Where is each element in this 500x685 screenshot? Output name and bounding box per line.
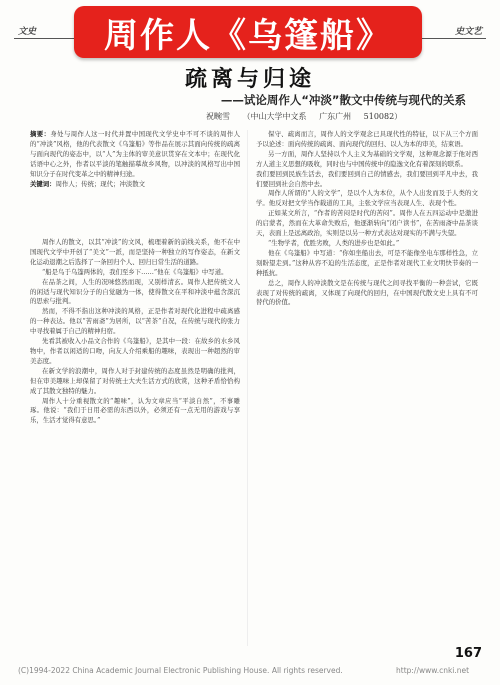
right-quote: 我们要回到民族生活去，我们要回到自己的情感去，我们要回到平凡中去，我们要回到社会自然中去。 — [256, 169, 478, 188]
abstract-block — [30, 130, 240, 230]
keywords-paragraph — [30, 180, 240, 190]
journal-header-left: 文史 — [18, 27, 37, 37]
right-column — [256, 130, 478, 646]
title-banner — [74, 6, 422, 58]
footer — [14, 664, 486, 678]
left-paragraph: 在品茶之间，人生的况味悠然而现，又别样清玄。周作人把传统文人的闲适与现代知识分子的自觉融为一体，使得散文在平和冲淡中蕴含深沉的思索与批判。 — [30, 277, 240, 306]
author-line — [206, 111, 412, 122]
author-affiliation: （中山大学中文系 — [242, 112, 307, 121]
author-city: 广东广州 — [319, 112, 352, 121]
author-postcode: 510082） — [363, 112, 403, 121]
abstract-paragraph — [30, 130, 240, 180]
abstract-text: 身处与周作人这一时代并置中国现代文学史中不可不谈的周作人的“冲淡”风格，他的代表散文《乌篷船》等作品在展示其面向传统的疏离与面向现代的姿态中，以“人”为主体的审美意识贯穿在文本中；在现代化话语中心之外，作者以平淡的笔触描摹故乡风物，以冲淡的风格写出中国知识分子在时代变革之中的精神归途。 — [30, 130, 240, 178]
column-divider — [247, 130, 248, 646]
right-quote: “生物学者，优胜劣败，人类的进步也是如此。” — [268, 238, 400, 247]
right-paragraph: 他在《乌篷船》中写道：“你如坐船出去，可是不能像坐电车那样性急，立刻盼望走到。”这种从容不迫的生活态度，正是作者对现代工业文明快节奏的一种抵抗。 — [256, 248, 478, 277]
site-link[interactable]: http://www.cnki.net — [396, 666, 470, 675]
left-paragraph: 周作人十分重视散文的“趣味”，认为文章应当“平淡自然”，不事雕琢。他说：“我们于日用必需的东西以外，必须还有一点无用的游戏与享乐，生活才觉得有意思。” — [30, 396, 240, 425]
journal-header-right: 史文艺 — [454, 27, 482, 37]
right-paragraph: 总之，周作人的冲淡散文是在传统与现代之间寻找平衡的一种尝试，它既表现了对传统的疏离，又体现了向现代的回归，在中国现代散文史上具有不可替代的价值。 — [256, 278, 478, 307]
abstract-label: 摘要： — [30, 130, 51, 138]
left-paragraph: 在新文学的浪潮中，周作人对于封建传统的态度虽然是明确的批判，但在审美趣味上却保留了对传统士大夫生活方式的欣赏，这种矛盾恰恰构成了其散文独特的魅力。 — [30, 366, 240, 395]
right-paragraph: 正如某文所言，“作者的苦闷是时代的苦闷”。周作人在五四运动中是激进的启蒙者，然而在大革命失败后，他逐渐转向“闭户读书”，在苦雨斋中品茶谈天，表面上是远离政治，实则是以另一种方式表达对现实的不满与失望。 — [256, 209, 478, 238]
left-paragraph: 先看其被收入小品文合作的《乌篷船》，是其中一段：在故乡的水乡风物中，作者以闲适的口吻，向友人介绍乘船的趣味，表现出一种超然的审美态度。 — [30, 337, 240, 365]
left-paragraph: 然而，不得不指出这种冲淡的风格，正是作者对现代化进程中疏离感的一种表达。他以“苦雨斋”为居所，以“苦茶”自况，在传统与现代的张力中寻找着属于自己的精神归宿。 — [30, 307, 240, 336]
left-paragraph: 周作人的散文，以其“冲淡”的文风，梳理着新的前线关系，他不在中国现代文学中开创了“美文”一派，而是坚持一种独立的写作姿态，在新文化运动退潮之后选择了一条回归个人、回归日常生活的道路。 — [30, 238, 240, 266]
article-subtitle: ——试论周作人“冲淡”散文中传统与现代的关系 — [220, 93, 466, 107]
right-paragraph: 保守、疏离而言，周作人的文学观念已具现代性的特征，以下从三个方面予以论述：面向传统的疏离、面向现代的回归、以人为本的审美，结束语。 — [256, 130, 478, 148]
copyright-text: (C)1994-2022 China Academic Journal Electronic Publishing House. All rights reserved. — [18, 666, 343, 675]
right-paragraph: 周作人所谓的“人的文学”，是以个人为本位，从个人出发而及于人类的文学。他反对把文学当作载道的工具，主张文学应当表现人生、表现个性。 — [256, 189, 478, 208]
keywords-text: 周作人；传统；现代；冲淡散文 — [55, 179, 146, 188]
right-paragraph: 另一方面，周作人坚持以个人主义为基础的文学观，这种观念源于他对西方人道主义思想的吸收，同时也与中国传统中的隐逸文化有着深刻的联系。 — [256, 149, 478, 168]
author-name: 祝畹雪 — [206, 112, 230, 121]
banner-text: 周作人《乌篷船》 — [104, 15, 392, 56]
page-number: 167 — [454, 646, 482, 661]
left-paragraph: “船是鸟于乌篷两体的，我们至乡下……”他在《乌篷船》中写道。 — [42, 267, 228, 276]
left-column — [30, 238, 240, 646]
article-title: 疏离与归途 — [184, 67, 315, 92]
keywords-label: 关键词： — [30, 179, 56, 188]
